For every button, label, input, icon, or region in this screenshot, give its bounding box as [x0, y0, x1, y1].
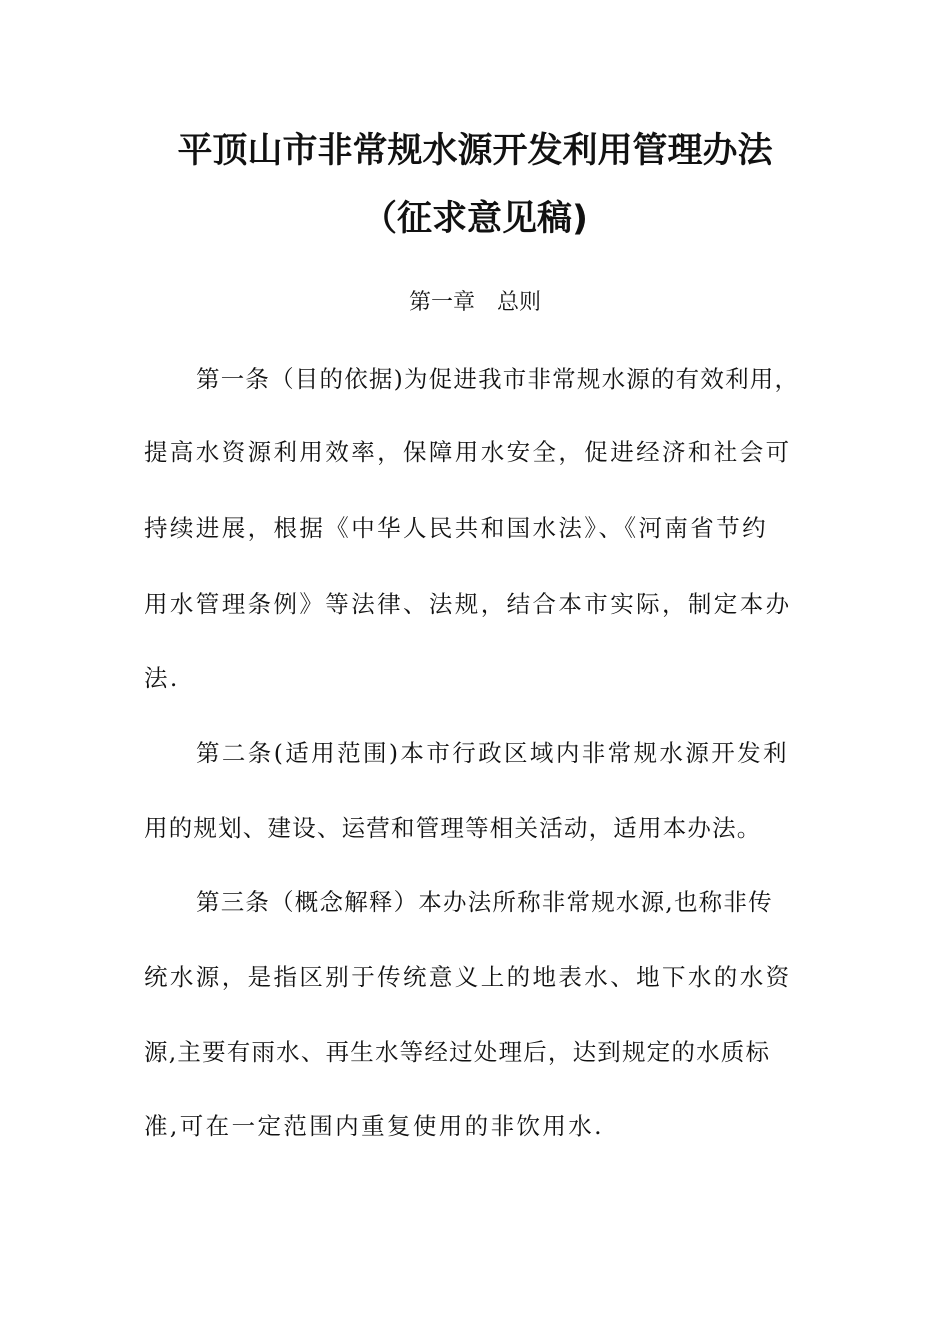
article1-line-2: 提高水资源利用效率，保障用水安全，促进经济和社会可 [144, 438, 792, 466]
document-title: 平顶山市非常规水源开发利用管理办法 [177, 131, 773, 171]
article1-line-4: 用水管理条例》等法律、法规，结合本市实际，制定本办 [144, 590, 792, 618]
article1-line-5: 法. [144, 664, 180, 692]
article3-line-2: 统水源，是指区别于传统意义上的地表水、地下水的水资 [144, 963, 792, 991]
article2-line-2: 用的规划、建设、运营和管理等相关活动，适用本办法。 [144, 814, 762, 842]
document-subtitle: （征求意见稿) [362, 199, 588, 239]
article2-line-1: 第二条(适用范围)本市行政区域内非常规水源开发利 [196, 739, 789, 767]
chapter-heading: 第一章 总则 [408, 290, 541, 315]
article1-line-1: 第一条（目的依据)为促进我市非常规水源的有效利用， [196, 365, 800, 393]
article1-line-3: 持续进展，根据《中华人民共和国水法》、《河南省节约 [144, 514, 768, 542]
article3-line-1: 第三条（概念解释）本办法所称非常规水源,也称非传 [196, 888, 773, 916]
article3-line-3: 源,主要有雨水、再生水等经过处理后，达到规定的水质标 [144, 1038, 771, 1066]
article3-line-4: 准,可在一定范围内重复使用的非饮用水. [144, 1112, 605, 1140]
